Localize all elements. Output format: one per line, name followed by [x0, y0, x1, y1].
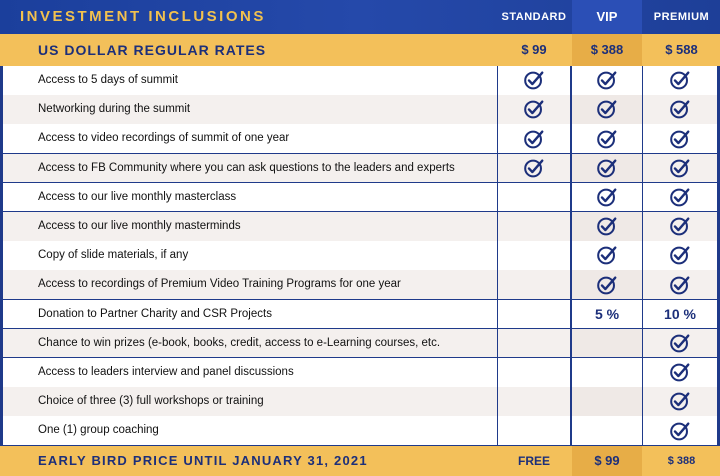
check-circle-icon [596, 215, 618, 237]
feature-row [0, 358, 720, 387]
vip-cell [572, 95, 642, 124]
check-circle-icon [596, 186, 618, 208]
check-circle-icon [669, 274, 691, 296]
standard-cell [498, 387, 570, 416]
feature-label: Choice of three (3) full workshops or training [38, 395, 264, 408]
feature-row [0, 416, 720, 445]
feature-row [0, 241, 720, 270]
check-circle-icon [669, 215, 691, 237]
premium-cell [643, 300, 717, 329]
premium-cell [643, 270, 717, 299]
vip-value: 5 % [594, 305, 620, 322]
standard-cell [498, 66, 570, 95]
regular-rates-row [0, 34, 720, 66]
feature-cell [3, 329, 497, 358]
check-circle-icon [523, 128, 545, 150]
premium-cell [643, 66, 717, 95]
tier-standard-header: STANDARD [501, 11, 567, 23]
standard-cell [498, 154, 570, 183]
check-circle-icon [523, 98, 545, 120]
standard-cell [498, 329, 570, 358]
check-circle-icon [669, 128, 691, 150]
feature-cell [3, 95, 497, 124]
tier-vip-header: VIP [572, 0, 642, 34]
premium-cell [643, 416, 717, 445]
table-title: INVESTMENT INCLUSIONS [20, 8, 266, 25]
feature-row [0, 300, 720, 329]
premium-value: 10 % [664, 305, 696, 322]
vip-cell [572, 183, 642, 212]
feature-label: One (1) group coaching [38, 424, 159, 437]
feature-cell [3, 183, 497, 212]
table-header [0, 0, 720, 34]
check-circle-icon [669, 332, 691, 354]
feature-label: Networking during the summit [38, 103, 191, 116]
check-circle-icon [596, 128, 618, 150]
feature-label: Donation to Partner Charity and CSR Projects [38, 307, 272, 320]
premium-cell [643, 124, 717, 153]
vip-cell [572, 241, 642, 270]
vip-cell [572, 416, 642, 445]
check-circle-icon [596, 274, 618, 296]
vip-early-price: $ 99 [572, 446, 642, 476]
feature-label: Access to leaders interview and panel discussions [38, 366, 294, 378]
premium-cell [643, 358, 717, 387]
standard-cell [498, 95, 570, 124]
check-circle-icon [669, 420, 691, 442]
premium-early-price: $ 388 [667, 455, 696, 467]
feature-cell [3, 300, 497, 329]
standard-cell [498, 241, 570, 270]
vip-cell [572, 358, 642, 387]
standard-cell [498, 183, 570, 212]
premium-cell [643, 154, 717, 183]
check-circle-icon [523, 157, 545, 179]
feature-label: Access to our live monthly masterminds [38, 220, 241, 232]
feature-cell [3, 212, 497, 241]
vip-cell [572, 124, 642, 153]
check-circle-icon [596, 69, 618, 91]
early-bird-row [0, 446, 720, 476]
feature-row [0, 212, 720, 241]
standard-rate: $ 99 [521, 42, 547, 57]
tier-premium-header: PREMIUM [653, 11, 710, 23]
feature-label: Access to FB Community where you can ask questions to the leaders and experts [38, 161, 455, 174]
feature-label: Copy of slide materials, if any [38, 249, 189, 262]
check-circle-icon [669, 186, 691, 208]
feature-row [0, 124, 720, 153]
check-circle-icon [669, 98, 691, 120]
regular-rates-label: US DOLLAR REGULAR RATES [38, 42, 267, 58]
vip-cell [572, 212, 642, 241]
feature-label: Access to recordings of Premium Video Training Programs for one year [38, 278, 401, 291]
feature-row [0, 183, 720, 212]
feature-row [0, 329, 720, 358]
standard-cell [498, 124, 570, 153]
feature-label: Access to our live monthly masterclass [38, 190, 237, 203]
premium-cell [643, 212, 717, 241]
vip-cell [572, 387, 642, 416]
vip-cell [572, 66, 642, 95]
vip-cell [572, 270, 642, 299]
vip-cell [572, 154, 642, 183]
standard-cell [498, 212, 570, 241]
standard-early-price: FREE [517, 454, 550, 468]
check-circle-icon [596, 157, 618, 179]
feature-cell [3, 154, 497, 183]
feature-row [0, 154, 720, 183]
feature-label: Chance to win prizes (e-book, books, credit, access to e-Learning courses, etc. [38, 336, 441, 349]
check-circle-icon [669, 361, 691, 383]
premium-rate: $ 588 [665, 42, 698, 57]
check-circle-icon [669, 244, 691, 266]
check-circle-icon [669, 157, 691, 179]
feature-cell [3, 270, 497, 299]
vip-cell [572, 329, 642, 358]
premium-cell [643, 95, 717, 124]
feature-row [0, 66, 720, 95]
feature-row [0, 95, 720, 124]
standard-cell [498, 270, 570, 299]
check-circle-icon [596, 98, 618, 120]
premium-cell [643, 329, 717, 358]
premium-cell [643, 387, 717, 416]
standard-cell [498, 300, 570, 329]
early-bird-label: EARLY BIRD PRICE UNTIL JANUARY 31, 2021 [38, 453, 368, 468]
premium-cell [643, 183, 717, 212]
check-circle-icon [669, 69, 691, 91]
feature-label: Access to video recordings of summit of one year [38, 132, 290, 145]
feature-cell [3, 358, 497, 387]
feature-cell [3, 416, 497, 445]
check-circle-icon [596, 244, 618, 266]
feature-label: Access to 5 days of summit [38, 74, 178, 86]
feature-cell [3, 387, 497, 416]
check-circle-icon [523, 69, 545, 91]
vip-cell [572, 300, 642, 329]
feature-row [0, 270, 720, 299]
feature-row [0, 387, 720, 416]
premium-cell [643, 241, 717, 270]
vip-rate: $ 388 [572, 34, 642, 66]
standard-cell [498, 358, 570, 387]
check-circle-icon [669, 390, 691, 412]
feature-cell [3, 66, 497, 95]
feature-cell [3, 241, 497, 270]
standard-cell [498, 416, 570, 445]
feature-cell [3, 124, 497, 153]
